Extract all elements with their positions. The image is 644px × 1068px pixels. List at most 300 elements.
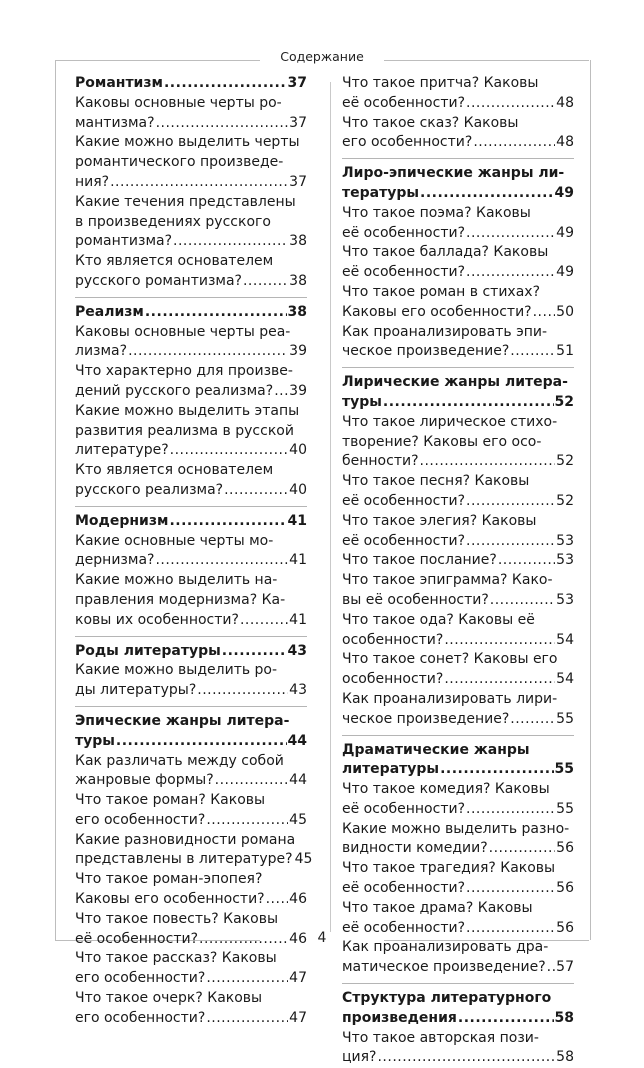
entry-title-text: её особенности?	[342, 800, 466, 817]
entry-title-text: Как различать между собой	[75, 752, 284, 769]
entry-title-text: особенности?	[342, 631, 444, 648]
dot-leader	[266, 890, 289, 910]
toc-line	[75, 681, 307, 701]
entry-title-text: Что такое песня? Каковы	[342, 473, 530, 490]
toc-entry[interactable]	[342, 74, 574, 114]
section-title-text: Лиро-эпические жанры ли-	[342, 165, 565, 182]
toc-column-right	[342, 74, 574, 1068]
toc-line	[75, 173, 307, 193]
page-ref: 40	[289, 481, 307, 498]
toc-line	[342, 472, 574, 492]
entry-title-text: романтизма?	[75, 233, 173, 250]
toc-line	[342, 551, 574, 571]
page-ref: 53	[556, 591, 574, 608]
entry-title-text: ческое произведение?	[342, 710, 510, 727]
entry-title-text: Что такое роман-эпопея?	[75, 871, 263, 888]
toc-line	[75, 362, 307, 382]
toc-line	[342, 532, 574, 552]
section-title-text: Лирические жанры литера-	[342, 374, 568, 391]
toc-entry[interactable]	[342, 650, 574, 690]
toc-line	[342, 323, 574, 343]
dot-leader	[206, 969, 288, 989]
dot-leader	[533, 303, 556, 323]
entry-title-text: мантизма?	[75, 114, 155, 131]
toc-line	[75, 441, 307, 461]
toc-line	[342, 741, 574, 761]
page-ref: 40	[289, 442, 307, 459]
dot-leader	[243, 272, 288, 292]
section-divider	[342, 158, 574, 159]
toc-entry[interactable]	[342, 551, 574, 571]
page-ref: 46	[289, 930, 307, 947]
entry-title-text: Что такое роман в стихах?	[342, 283, 541, 300]
toc-line	[75, 949, 307, 969]
page-ref: 48	[556, 94, 574, 111]
toc-line	[75, 252, 307, 272]
toc-entry[interactable]	[75, 870, 307, 910]
toc-entry[interactable]	[342, 114, 574, 154]
dot-leader	[215, 771, 289, 791]
toc-line	[75, 232, 307, 252]
toc-section[interactable]	[75, 303, 307, 323]
dot-leader	[466, 94, 555, 114]
dot-leader	[466, 800, 555, 820]
toc-section[interactable]	[75, 712, 307, 752]
toc-line	[75, 890, 307, 910]
dot-leader	[164, 74, 287, 94]
page-ref: 57	[556, 959, 574, 976]
toc-line	[75, 870, 307, 890]
toc-line	[75, 732, 307, 752]
entry-title-text: его особенности?	[75, 811, 206, 828]
entry-title-text: Что такое роман? Каковы	[75, 792, 266, 809]
entry-title-text: Что такое комедия? Каковы	[342, 781, 550, 798]
page-ref: 38	[289, 233, 307, 250]
column-divider	[330, 82, 331, 932]
entry-title-text: Какие разновидности романа	[75, 831, 296, 848]
section-divider	[75, 636, 307, 637]
dot-leader	[155, 551, 288, 571]
entry-title-text: Что такое рассказ? Каковы	[75, 950, 277, 967]
section-divider	[342, 735, 574, 736]
toc-line	[342, 94, 574, 114]
entry-title-text: жанровые формы?	[75, 772, 214, 789]
toc-line	[342, 650, 574, 670]
entry-title-text: Какие течения представлены	[75, 193, 296, 210]
toc-line	[342, 710, 574, 730]
entry-title-text: Что такое трагедия? Каковы	[342, 860, 556, 877]
toc-line	[75, 213, 307, 233]
toc-line	[75, 272, 307, 292]
page-ref: 55	[556, 710, 574, 727]
entry-title-text: Каковы основные черты реа-	[75, 323, 291, 340]
toc-section[interactable]	[342, 164, 574, 204]
entry-title-text: его особенности?	[342, 134, 473, 151]
toc-entry[interactable]	[75, 402, 307, 461]
entry-title-text: Что такое лирическое стихо-	[342, 413, 558, 430]
toc-line	[342, 820, 574, 840]
entry-title-text: бенности?	[342, 453, 419, 470]
toc-line	[342, 571, 574, 591]
toc-line	[342, 224, 574, 244]
toc-line	[75, 910, 307, 930]
toc-line	[342, 393, 574, 413]
entry-title-text: её особенности?	[75, 930, 199, 947]
toc-line	[342, 342, 574, 362]
page-ref: 52	[556, 453, 574, 470]
entry-title-text: русского романтизма?	[75, 272, 242, 289]
section-title-text: тературы	[342, 184, 419, 201]
dot-leader	[222, 642, 287, 662]
dot-leader	[128, 342, 288, 362]
toc-line	[342, 303, 574, 323]
section-title-text: Модернизм	[75, 512, 169, 529]
page-ref: 44	[287, 732, 307, 749]
entry-title-text: ковы их особенности?	[75, 611, 239, 628]
toc-line	[342, 631, 574, 651]
toc-section[interactable]	[75, 642, 307, 662]
toc-line	[75, 969, 307, 989]
entry-title-text: дений русского реализма?	[75, 382, 274, 399]
dot-leader	[510, 710, 555, 730]
entry-title-text: видности комедии?	[342, 840, 488, 857]
entry-title-text: её особенности?	[342, 919, 466, 936]
section-title-text: туры	[342, 393, 382, 410]
page-ref: 54	[556, 631, 574, 648]
page-ref: 43	[287, 642, 307, 659]
toc-line	[342, 1009, 574, 1029]
toc-entry[interactable]	[342, 859, 574, 899]
toc-entry[interactable]	[75, 831, 313, 871]
toc-line	[342, 879, 574, 899]
page-ref: 56	[556, 919, 574, 936]
dot-leader	[444, 670, 555, 690]
toc-line	[75, 133, 307, 153]
toc-entry[interactable]	[342, 820, 574, 860]
toc-entry[interactable]	[342, 690, 574, 730]
toc-line	[75, 382, 307, 402]
toc-section[interactable]	[75, 512, 307, 532]
dot-leader	[489, 839, 556, 859]
entry-title-text: ды литературы?	[75, 682, 197, 699]
toc-line	[75, 989, 307, 1009]
dot-leader	[466, 263, 555, 283]
toc-entry[interactable]	[75, 752, 307, 792]
toc-line	[75, 850, 313, 870]
dot-leader	[206, 811, 288, 831]
dot-leader	[110, 173, 288, 193]
dot-leader	[458, 1009, 554, 1029]
toc-line	[75, 712, 307, 732]
dot-leader	[420, 184, 554, 204]
toc-line	[342, 839, 574, 859]
toc-line	[75, 831, 307, 851]
section-divider	[342, 983, 574, 984]
dot-leader	[444, 631, 555, 651]
dot-leader	[169, 512, 286, 532]
entry-title-text: Что такое баллада? Каковы	[342, 244, 549, 261]
page-ref: 37	[287, 75, 307, 91]
dot-leader	[116, 732, 287, 752]
toc-line	[342, 591, 574, 611]
toc-line	[342, 670, 574, 690]
entry-title-text: Что такое притча? Каковы	[342, 75, 539, 91]
toc-entry[interactable]	[342, 512, 574, 552]
page-ref: 44	[289, 772, 307, 789]
page-ref: 52	[556, 492, 574, 509]
dot-leader	[173, 232, 288, 252]
entry-title-text: Что такое авторская пози-	[342, 1029, 539, 1046]
toc-line	[75, 422, 307, 442]
toc-line	[342, 184, 574, 204]
toc-line	[75, 551, 307, 571]
entry-title-text: ния?	[75, 173, 110, 190]
toc-entry[interactable]	[342, 243, 574, 283]
section-title-text: Романтизм	[75, 75, 163, 91]
page-ref: 53	[556, 552, 574, 569]
toc-line	[342, 243, 574, 263]
page-ref: 38	[289, 272, 307, 289]
dot-leader	[145, 303, 287, 323]
toc-entry[interactable]	[75, 461, 307, 501]
dot-leader	[510, 342, 555, 362]
toc-line	[342, 690, 574, 710]
toc-line	[342, 283, 574, 303]
page-ref: 47	[289, 970, 307, 987]
toc-entry[interactable]	[342, 283, 574, 323]
dot-leader	[420, 452, 556, 472]
toc-line	[342, 164, 574, 184]
toc-entry[interactable]	[342, 204, 574, 244]
page-ref: 53	[556, 532, 574, 549]
toc-line	[75, 752, 307, 772]
toc-line	[75, 771, 307, 791]
page-ref: 49	[556, 224, 574, 241]
toc-line	[75, 791, 307, 811]
dot-leader	[197, 681, 288, 701]
toc-line	[75, 532, 307, 552]
entry-title-text: его особенности?	[75, 970, 206, 987]
dot-leader	[377, 1048, 555, 1068]
toc-entry[interactable]	[75, 252, 307, 292]
page-ref: 48	[556, 134, 574, 151]
toc-line	[75, 193, 307, 213]
entry-title-text: её особенности?	[342, 532, 466, 549]
toc-line	[342, 1048, 574, 1068]
dot-leader	[156, 114, 289, 134]
page-ref: 39	[289, 343, 307, 360]
toc-entry[interactable]	[342, 472, 574, 512]
page-ref: 55	[556, 800, 574, 817]
entry-title-text: Какие можно выделить этапы	[75, 402, 300, 419]
entry-title-text: её особенности?	[342, 94, 466, 111]
toc-entry[interactable]	[75, 989, 307, 1029]
toc-line	[75, 94, 307, 114]
page-ref: 38	[287, 303, 307, 320]
entry-title-text: творение? Каковы его осо-	[342, 433, 542, 450]
toc-entry[interactable]	[75, 661, 307, 701]
entry-title-text: Что такое элегия? Каковы	[342, 512, 537, 529]
dot-leader	[440, 760, 553, 780]
page-ref: 43	[289, 682, 307, 699]
toc-line	[342, 263, 574, 283]
toc-line	[75, 611, 307, 631]
page-ref: 41	[289, 611, 307, 628]
toc-line	[342, 1029, 574, 1049]
section-title-text: Драматические жанры	[342, 741, 530, 758]
entry-title-text: русского реализма?	[75, 481, 224, 498]
entry-title-text: Кто является основателем	[75, 253, 274, 270]
entry-title-text: лизма?	[75, 343, 128, 360]
toc-entry[interactable]	[75, 193, 307, 252]
toc-line	[342, 413, 574, 433]
page-ref: 56	[556, 880, 574, 897]
entry-title-text: Кто является основателем	[75, 462, 274, 479]
entry-title-text: Каковы основные черты ро-	[75, 94, 282, 111]
section-divider	[75, 506, 307, 507]
toc-line	[75, 342, 307, 362]
section-title-text: Роды литературы	[75, 642, 221, 659]
toc-line	[75, 642, 307, 662]
page-ref: 58	[556, 1049, 574, 1066]
entry-title-text: развития реализма в русской	[75, 422, 294, 439]
section-divider	[75, 706, 307, 707]
entry-title-text: Как проанализировать эпи-	[342, 323, 548, 340]
toc-line	[75, 461, 307, 481]
toc-line	[75, 323, 307, 343]
page-ref: 56	[556, 840, 574, 857]
page-ref: 54	[556, 671, 574, 688]
section-title-text: Реализм	[75, 303, 144, 320]
entry-title-text: её особенности?	[342, 224, 466, 241]
dot-leader	[383, 393, 554, 413]
toc-line	[75, 153, 307, 173]
toc-entry[interactable]	[75, 133, 307, 192]
toc-line	[342, 859, 574, 879]
entry-title-text: её особенности?	[342, 264, 466, 281]
dot-leader	[240, 611, 288, 631]
entry-title-text: Что такое повесть? Каковы	[75, 910, 278, 927]
toc-entry[interactable]	[342, 413, 574, 472]
toc-entry[interactable]	[75, 94, 307, 134]
toc-line	[342, 452, 574, 472]
toc-entry[interactable]	[342, 571, 574, 611]
dot-leader	[224, 481, 288, 501]
page-ref: 39	[289, 382, 307, 399]
toc-entry[interactable]	[75, 362, 307, 402]
page-ref: 50	[556, 303, 574, 320]
section-title-text: литературы	[342, 761, 440, 778]
page-title: Содержание	[280, 49, 364, 64]
toc-section[interactable]	[342, 741, 574, 781]
toc-line	[342, 780, 574, 800]
entry-title-text: Какие можно выделить разно-	[342, 820, 570, 837]
toc-line	[75, 402, 307, 422]
entry-title-text: его особенности?	[75, 1009, 206, 1026]
page-ref: 45	[294, 851, 313, 868]
toc-line	[342, 133, 574, 153]
entry-title-text: матическое произведение?	[342, 959, 546, 976]
page-ref: 58	[554, 1009, 574, 1026]
toc-line	[342, 958, 574, 978]
toc-line	[75, 1009, 307, 1029]
toc-line	[75, 512, 307, 532]
entry-title-text: Что такое очерк? Каковы	[75, 990, 263, 1007]
toc-line	[342, 204, 574, 224]
dot-leader	[206, 1009, 288, 1029]
section-title-text: произведения	[342, 1009, 457, 1026]
toc-line	[75, 303, 307, 323]
section-title-text: туры	[75, 732, 115, 749]
page-number: 4	[317, 930, 327, 946]
dot-leader	[466, 879, 555, 899]
entry-title-text: ческое произведение?	[342, 343, 510, 360]
entry-title-text: правления модернизма? Ка-	[75, 591, 286, 608]
entry-title-text: Какие можно выделить черты	[75, 134, 300, 151]
entry-title-text: Что такое поэма? Каковы	[342, 204, 531, 221]
toc-entry[interactable]	[342, 323, 574, 363]
entry-title-text: её особенности?	[342, 880, 466, 897]
toc-section[interactable]	[342, 373, 574, 413]
toc-line	[75, 571, 307, 591]
page-ref: 45	[289, 811, 307, 828]
page-ref: 47	[289, 1009, 307, 1026]
entry-title-text: Как проанализировать дра-	[342, 939, 549, 956]
dot-leader	[490, 591, 555, 611]
entry-title-text: литературе?	[75, 442, 169, 459]
toc-entry[interactable]	[75, 571, 307, 630]
section-title-text: Структура литературного	[342, 990, 552, 1007]
page-ref: 46	[289, 891, 307, 908]
page-ref: 51	[556, 343, 574, 360]
entry-title-text: Какие можно выделить ро-	[75, 662, 278, 679]
entry-title-text: Что такое сказ? Каковы	[342, 114, 519, 131]
toc-entry[interactable]	[75, 791, 307, 831]
entry-title-text: Что такое эпиграмма? Како-	[342, 572, 553, 589]
toc-entry[interactable]	[342, 1029, 574, 1068]
toc-entry[interactable]	[342, 611, 574, 651]
toc-line	[342, 373, 574, 393]
toc-line	[75, 114, 307, 134]
section-divider	[342, 367, 574, 368]
toc-section[interactable]	[342, 989, 574, 1029]
toc-line	[75, 481, 307, 501]
entry-title-text: романтического произведе-	[75, 154, 284, 171]
toc-entry[interactable]	[342, 780, 574, 820]
toc-line	[75, 661, 307, 681]
entry-title-text: ция?	[342, 1049, 377, 1066]
toc-line	[342, 74, 574, 94]
toc-entry[interactable]	[75, 323, 307, 363]
toc-line	[342, 899, 574, 919]
toc-line	[342, 433, 574, 453]
page-ref: 41	[289, 552, 307, 569]
toc-section[interactable]	[75, 74, 307, 94]
entry-title-text: Что такое ода? Каковы её	[342, 611, 535, 628]
page-ref: 37	[289, 173, 307, 190]
dot-leader	[274, 382, 288, 402]
toc-entry[interactable]	[75, 949, 307, 989]
toc-line	[342, 989, 574, 1009]
entry-title-text: Как проанализировать лири-	[342, 690, 558, 707]
entry-title-text: в произведениях русского	[75, 213, 271, 230]
dot-leader	[473, 133, 555, 153]
entry-title-text: Каковы его особенности?	[75, 891, 265, 908]
entry-title-text: Что такое сонет? Каковы его	[342, 651, 558, 668]
page-ref: 55	[554, 761, 574, 778]
entry-title-text: Каковы его особенности?	[342, 303, 532, 320]
toc-entry[interactable]	[75, 532, 307, 572]
